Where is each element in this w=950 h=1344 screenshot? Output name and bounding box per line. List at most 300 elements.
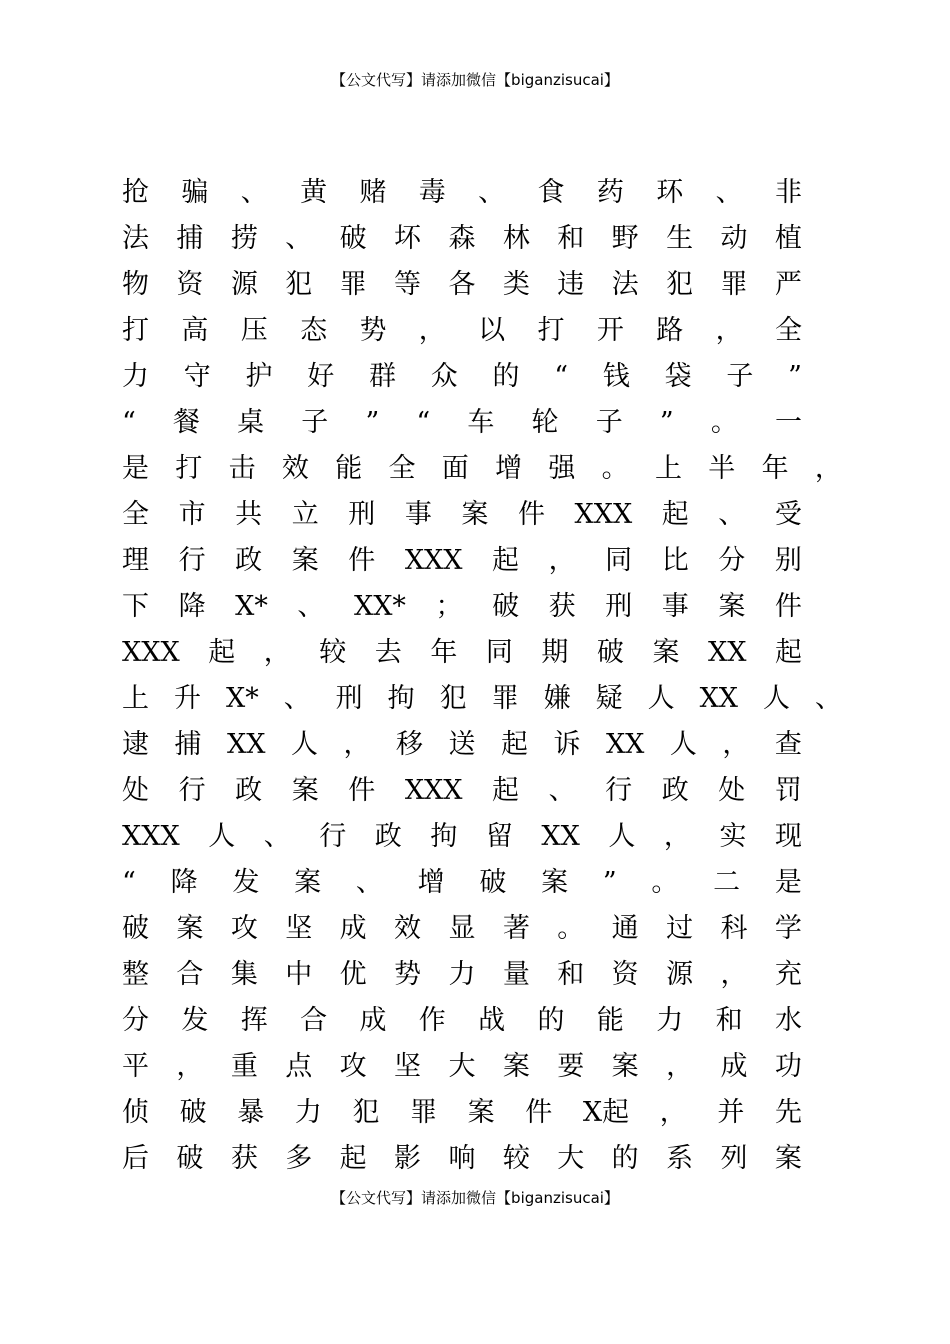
text-token: 效: [394, 913, 422, 944]
text-token: 升: [173, 683, 201, 714]
text-token: XXX: [404, 545, 463, 576]
text-token: 案: [291, 545, 319, 576]
text-token: 要: [557, 1051, 585, 1082]
text-token: XX: [699, 683, 739, 714]
text-token: 林: [502, 223, 530, 254]
text-line: [122, 446, 842, 492]
text-token: 件: [774, 591, 802, 622]
text-token: 获: [230, 1143, 258, 1174]
text-token: 政: [374, 821, 402, 852]
text-token: 人: [208, 821, 236, 852]
text-line: [122, 1044, 802, 1090]
text-line: [122, 952, 802, 998]
text-token: 件: [348, 775, 376, 806]
text-token: 的: [492, 361, 520, 392]
text-line: [122, 906, 802, 952]
text-token: 能: [335, 453, 363, 484]
text-token: 显: [448, 913, 476, 944]
text-token: 起: [661, 499, 689, 530]
text-token: 上: [122, 683, 149, 714]
text-token: 拘: [387, 683, 415, 714]
text-token: 作: [418, 1005, 446, 1036]
text-token: 降: [178, 591, 206, 622]
text-token: “: [416, 407, 431, 438]
text-line: [122, 262, 802, 308]
text-token: 一: [774, 407, 802, 438]
text-token: 法: [611, 269, 639, 300]
text-token: 捕: [174, 729, 202, 760]
text-token: 受: [774, 499, 802, 530]
text-token: 群: [369, 361, 396, 392]
text-token: 、: [355, 867, 383, 898]
text-token: 罪: [410, 1097, 438, 1128]
text-token: 药: [596, 177, 624, 208]
text-token: 案: [291, 775, 319, 806]
text-token: 等: [394, 269, 422, 300]
text-token: 行: [605, 775, 633, 806]
text-token: ，: [659, 1097, 687, 1128]
text-token: 同: [485, 637, 513, 668]
text-token: 、: [478, 177, 506, 208]
text-line: [122, 1136, 802, 1182]
text-token: 充: [774, 959, 802, 990]
text-token: 非: [774, 177, 802, 208]
text-token: 子: [301, 407, 329, 438]
text-line: [122, 998, 802, 1044]
text-token: 压: [240, 315, 268, 346]
text-token: ，: [814, 453, 842, 484]
text-line: [122, 538, 802, 584]
text-token: 政: [235, 545, 263, 576]
text-token: 轮: [531, 407, 559, 438]
text-token: ，: [548, 545, 576, 576]
text-token: 刑: [605, 591, 633, 622]
text-token: 案: [294, 867, 322, 898]
text-token: 资: [176, 269, 204, 300]
text-token: 以: [478, 315, 506, 346]
text-token: 量: [502, 959, 530, 990]
page-header: 【公文代写】请添加微信【biganzisucai】: [331, 71, 619, 89]
text-token: 动: [720, 223, 748, 254]
text-token: 案: [467, 1097, 495, 1128]
text-token: 起: [500, 729, 528, 760]
text-token: 犯: [439, 683, 467, 714]
text-line: [122, 676, 842, 722]
text-token: 坚: [285, 913, 313, 944]
text-token: 力: [122, 361, 149, 392]
text-token: ，: [722, 729, 750, 760]
text-token: 去: [374, 637, 402, 668]
text-token: 植: [774, 223, 802, 254]
text-token: 打: [175, 453, 203, 484]
text-token: 罪: [491, 683, 519, 714]
text-token: ，: [263, 637, 291, 668]
text-token: 违: [557, 269, 585, 300]
text-token: 逮: [122, 729, 149, 760]
text-token: 路: [656, 315, 684, 346]
text-token: 侦: [122, 1097, 149, 1128]
text-token: ，: [176, 1051, 204, 1082]
text-line: [122, 860, 802, 906]
text-token: 击: [228, 453, 256, 484]
text-token: 合: [176, 959, 204, 990]
text-token: 野: [611, 223, 639, 254]
text-token: ，: [715, 315, 743, 346]
text-token: 攻: [230, 913, 258, 944]
text-token: 查: [774, 729, 802, 760]
text-token: ”: [602, 867, 617, 898]
text-token: 强: [548, 453, 576, 484]
text-token: 挥: [240, 1005, 268, 1036]
text-token: 影: [394, 1143, 422, 1174]
text-token: 好: [307, 361, 335, 392]
text-token: 下: [122, 591, 149, 622]
text-token: 。: [710, 407, 738, 438]
text-token: XXX: [122, 821, 180, 852]
text-token: 力: [656, 1005, 684, 1036]
text-token: 物: [122, 269, 149, 300]
text-token: 增: [495, 453, 523, 484]
text-token: ”: [365, 407, 380, 438]
text-token: 著: [502, 913, 530, 944]
text-token: 刑: [348, 499, 376, 530]
text-token: 起: [208, 637, 236, 668]
text-token: 、: [263, 821, 291, 852]
text-token: 起: [339, 1143, 367, 1174]
text-token: 的: [537, 1005, 565, 1036]
text-token: 行: [178, 545, 206, 576]
text-token: 罪: [720, 269, 748, 300]
text-token: 响: [448, 1143, 476, 1174]
text-token: 系: [666, 1143, 694, 1174]
text-token: “: [554, 361, 569, 392]
text-token: 力: [448, 959, 476, 990]
text-token: 政: [235, 775, 263, 806]
text-token: 成: [339, 913, 367, 944]
text-token: 共: [235, 499, 263, 530]
text-token: 过: [666, 913, 694, 944]
text-token: 破: [176, 1143, 204, 1174]
text-token: 发: [232, 867, 260, 898]
text-token: 件: [348, 545, 376, 576]
text-token: 重: [230, 1051, 258, 1082]
text-token: 毒: [418, 177, 446, 208]
text-token: 罪: [339, 269, 367, 300]
text-token: 点: [285, 1051, 313, 1082]
text-token: 较: [319, 637, 347, 668]
text-token: ，: [666, 1051, 694, 1082]
text-token: 分: [122, 1005, 149, 1036]
text-token: 赌: [359, 177, 387, 208]
text-token: 资: [611, 959, 639, 990]
text-token: 移: [395, 729, 423, 760]
text-token: 大: [557, 1143, 585, 1174]
text-token: 破: [179, 1097, 207, 1128]
text-token: ，: [663, 821, 691, 852]
text-token: 先: [774, 1097, 802, 1128]
text-token: 期: [541, 637, 569, 668]
text-token: 行: [319, 821, 347, 852]
text-token: 黄: [300, 177, 328, 208]
text-token: 嫌: [543, 683, 571, 714]
text-token: 后: [122, 1143, 149, 1174]
text-token: 子: [595, 407, 623, 438]
text-token: 各: [448, 269, 476, 300]
text-token: 案: [176, 913, 204, 944]
text-line: [122, 170, 802, 216]
text-token: 类: [502, 269, 530, 300]
text-token: 、: [548, 775, 576, 806]
text-token: 理: [122, 545, 149, 576]
text-token: 集: [230, 959, 258, 990]
text-token: 犯: [352, 1097, 380, 1128]
text-token: 罚: [774, 775, 802, 806]
text-token: 学: [774, 913, 802, 944]
text-token: 上: [654, 453, 682, 484]
text-token: 是: [122, 453, 149, 484]
text-token: 处: [718, 775, 746, 806]
text-token: 面: [441, 453, 469, 484]
text-token: 案: [461, 499, 489, 530]
text-token: 。: [601, 453, 629, 484]
text-token: X起: [582, 1097, 630, 1128]
text-token: 案: [718, 591, 746, 622]
text-token: 势: [394, 959, 422, 990]
text-token: 众: [430, 361, 458, 392]
text-token: 坏: [394, 223, 422, 254]
text-token: 刑: [335, 683, 363, 714]
text-token: 、: [240, 177, 268, 208]
text-token: 骗: [181, 177, 209, 208]
text-token: 破: [492, 591, 520, 622]
text-token: 处: [122, 775, 149, 806]
text-token: 件: [517, 499, 545, 530]
text-line: [122, 630, 802, 676]
text-token: 严: [774, 269, 802, 300]
text-token: X*: [225, 683, 259, 714]
text-token: 全: [122, 499, 149, 530]
text-token: 人: [608, 821, 636, 852]
text-token: 增: [417, 867, 445, 898]
text-line: [122, 354, 802, 400]
text-token: 的: [611, 1143, 639, 1174]
text-token: ，: [720, 959, 748, 990]
text-line: [122, 722, 802, 768]
text-token: 守: [183, 361, 211, 392]
text-line: [122, 1090, 802, 1136]
text-token: 食: [537, 177, 565, 208]
text-line: [122, 308, 802, 354]
text-token: ”: [659, 407, 674, 438]
text-token: 钱: [602, 361, 630, 392]
text-token: XXX: [404, 775, 463, 806]
text-token: 发: [181, 1005, 209, 1036]
text-token: 、: [715, 177, 743, 208]
text-token: ；: [435, 591, 463, 622]
text-token: 暴: [237, 1097, 265, 1128]
text-token: 全: [774, 315, 802, 346]
text-token: 起: [492, 775, 520, 806]
text-token: 。: [651, 867, 679, 898]
text-token: XX: [605, 729, 645, 760]
text-token: 源: [230, 269, 258, 300]
text-token: 、: [283, 683, 311, 714]
text-token: 平: [122, 1051, 149, 1082]
text-token: 、: [814, 683, 842, 714]
text-token: 源: [666, 959, 694, 990]
text-token: ，: [343, 729, 371, 760]
text-token: ”: [788, 361, 802, 392]
text-token: 同: [605, 545, 633, 576]
text-token: 。: [557, 913, 585, 944]
text-token: 破: [479, 867, 507, 898]
text-token: 、: [297, 591, 325, 622]
text-token: 犯: [285, 269, 313, 300]
text-token: “: [122, 867, 136, 898]
text-token: 起: [774, 637, 802, 668]
text-token: 效: [281, 453, 309, 484]
text-token: 能: [596, 1005, 624, 1036]
text-token: 立: [291, 499, 319, 530]
text-token: 实: [719, 821, 747, 852]
text-token: 市: [178, 499, 206, 530]
text-token: 案: [652, 637, 680, 668]
text-token: 半: [708, 453, 736, 484]
text-token: 获: [548, 591, 576, 622]
text-token: 捕: [176, 223, 204, 254]
text-token: 破: [596, 637, 624, 668]
text-line: [122, 814, 802, 860]
text-token: 战: [478, 1005, 506, 1036]
text-token: 留: [485, 821, 513, 852]
text-token: 态: [300, 315, 328, 346]
text-token: 森: [448, 223, 476, 254]
text-token: 事: [404, 499, 432, 530]
text-token: 人: [763, 683, 790, 714]
text-token: 力: [294, 1097, 322, 1128]
text-token: 比: [661, 545, 689, 576]
page-footer: 【公文代写】请添加微信【biganzisucai】: [331, 1189, 619, 1207]
text-token: 高: [181, 315, 209, 346]
text-token: 起: [492, 545, 520, 576]
text-token: 中: [285, 959, 313, 990]
text-token: 并: [717, 1097, 745, 1128]
text-token: 子: [726, 361, 754, 392]
text-token: 是: [774, 867, 802, 898]
text-token: XX*: [353, 591, 406, 622]
text-token: 生: [666, 223, 694, 254]
text-token: 送: [448, 729, 476, 760]
text-token: X*: [235, 591, 268, 622]
text-token: 打: [537, 315, 565, 346]
text-token: 犯: [666, 269, 694, 300]
text-token: 降: [170, 867, 198, 898]
text-token: 抢: [122, 177, 149, 208]
text-token: 案: [611, 1051, 639, 1082]
text-token: 科: [720, 913, 748, 944]
text-token: 桌: [237, 407, 265, 438]
text-token: 别: [774, 545, 802, 576]
text-token: ，: [418, 315, 446, 346]
text-token: 较: [502, 1143, 530, 1174]
text-token: 二: [713, 867, 741, 898]
text-token: 大: [448, 1051, 476, 1082]
text-token: 、: [718, 499, 746, 530]
text-token: XXX: [574, 499, 633, 530]
text-token: 袋: [664, 361, 692, 392]
text-line: [122, 492, 802, 538]
text-line: [122, 400, 802, 446]
text-token: XXX: [122, 637, 180, 668]
text-token: 人: [669, 729, 697, 760]
text-token: 水: [774, 1005, 802, 1036]
text-token: 破: [122, 913, 149, 944]
text-line: [122, 216, 802, 262]
text-token: 人: [290, 729, 318, 760]
text-token: 多: [285, 1143, 313, 1174]
text-line: [122, 584, 802, 630]
text-token: 全: [388, 453, 416, 484]
text-token: 餐: [172, 407, 200, 438]
text-token: 案: [541, 867, 569, 898]
text-token: XX: [541, 821, 580, 852]
text-token: 车: [467, 407, 495, 438]
text-token: 事: [661, 591, 689, 622]
text-token: 和: [557, 223, 585, 254]
text-token: 件: [525, 1097, 553, 1128]
text-token: 和: [715, 1005, 743, 1036]
text-token: 功: [774, 1051, 802, 1082]
body-text: [122, 170, 842, 1182]
text-token: 诉: [553, 729, 581, 760]
text-token: 攻: [339, 1051, 367, 1082]
text-line: [122, 768, 802, 814]
text-token: 行: [178, 775, 206, 806]
text-token: 成: [720, 1051, 748, 1082]
text-token: 环: [656, 177, 684, 208]
text-token: 和: [557, 959, 585, 990]
text-token: 破: [339, 223, 367, 254]
text-token: 打: [122, 315, 149, 346]
text-token: 案: [502, 1051, 530, 1082]
text-token: 成: [359, 1005, 387, 1036]
text-token: 年: [430, 637, 458, 668]
text-token: 列: [720, 1143, 748, 1174]
text-token: 捞: [230, 223, 258, 254]
text-token: 整: [122, 959, 149, 990]
text-token: 人: [647, 683, 675, 714]
text-token: 年: [761, 453, 789, 484]
text-token: 开: [596, 315, 624, 346]
text-token: 法: [122, 223, 149, 254]
text-token: 优: [339, 959, 367, 990]
text-token: 疑: [595, 683, 623, 714]
text-token: 通: [611, 913, 639, 944]
text-token: 护: [245, 361, 273, 392]
text-token: 合: [300, 1005, 328, 1036]
text-token: 坚: [394, 1051, 422, 1082]
text-token: XX: [707, 637, 747, 668]
text-token: “: [122, 407, 136, 438]
text-token: 现: [774, 821, 802, 852]
text-token: 案: [774, 1143, 802, 1174]
text-token: 分: [718, 545, 746, 576]
text-token: 、: [285, 223, 313, 254]
text-token: 拘: [430, 821, 458, 852]
text-token: 政: [661, 775, 689, 806]
text-token: 势: [359, 315, 387, 346]
text-token: XX: [227, 729, 266, 760]
